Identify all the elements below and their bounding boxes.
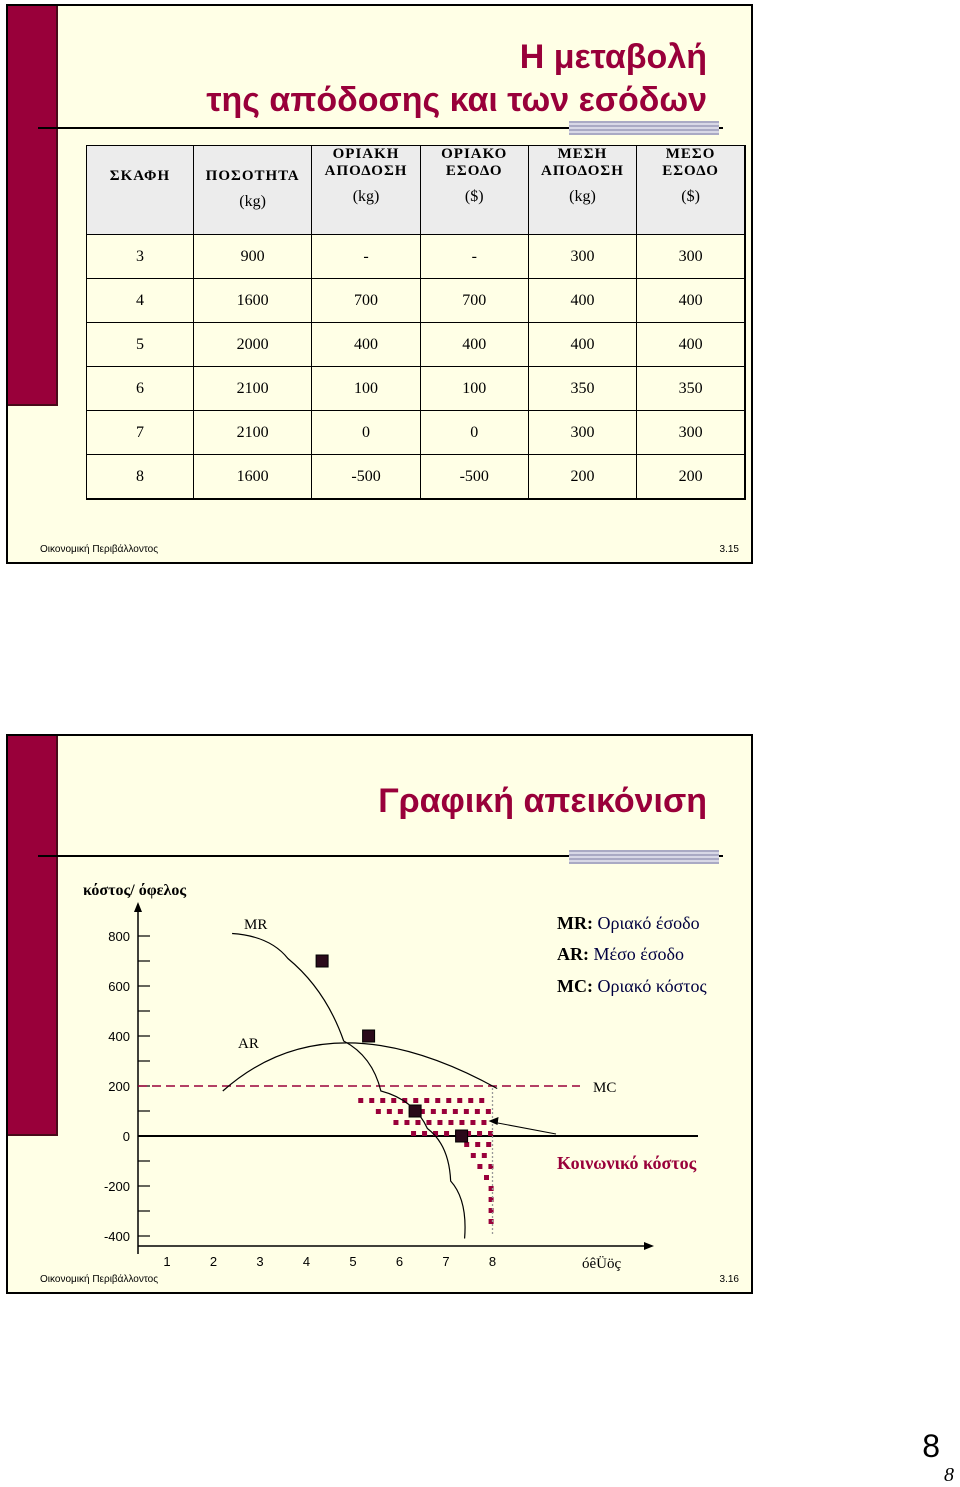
x-tick-label: 1 — [163, 1254, 171, 1269]
header-label: ΟΡΙΑΚΗ — [332, 146, 400, 162]
table-header-cell — [312, 146, 420, 235]
y-tick-label: -400 — [103, 1229, 130, 1244]
header-label: ΕΣΟΔΟ — [662, 163, 719, 179]
table-cell: 900 — [193, 235, 311, 279]
social-cost-dot — [457, 1098, 462, 1103]
x-tick-label: 7 — [442, 1254, 450, 1269]
table-cell: 200 — [528, 455, 636, 500]
social-cost-dot — [411, 1131, 416, 1136]
table-cell: 8 — [87, 455, 194, 500]
footer-slide-number: 3.16 — [719, 1274, 739, 1285]
page-number: 8 — [922, 1428, 940, 1464]
table-cell: 5 — [87, 323, 194, 367]
table-cell: - — [420, 235, 528, 279]
social-cost-dot — [486, 1142, 491, 1147]
legend-text: Μέσο έσοδο — [589, 944, 685, 964]
header-label: ΕΣΟΔΟ — [445, 163, 503, 179]
social-cost-dot — [391, 1098, 396, 1103]
social-cost-dot — [393, 1120, 398, 1125]
table-row — [87, 279, 746, 323]
social-cost-dot — [470, 1120, 475, 1125]
social-cost-dot — [464, 1142, 469, 1147]
title-line-2: της απόδοσης και των εσόδων — [206, 81, 707, 119]
legend-text: Οριακό κόστος — [592, 976, 707, 996]
social-cost-dot — [479, 1098, 484, 1103]
x-tick-label: 6 — [395, 1254, 404, 1269]
y-tick-label: 400 — [108, 1029, 130, 1044]
table-cell: 1600 — [193, 279, 311, 323]
social-cost-dot — [358, 1098, 363, 1103]
footer-course: Οικονομική Περιβάλλοντος — [40, 544, 159, 555]
social-cost-dot — [468, 1098, 473, 1103]
table-cell: 3 — [87, 235, 194, 279]
revenue-cost-chart — [8, 736, 751, 1292]
footer-slide-number: 3.15 — [719, 544, 739, 555]
legend-key: AR: — [557, 944, 589, 964]
title-line-1: Η μεταβολή — [519, 38, 707, 76]
table-cell: 300 — [528, 411, 636, 455]
legend-key: MR: — [557, 913, 593, 933]
mr-label: MR — [244, 917, 268, 933]
table-cell: -500 — [420, 455, 528, 500]
page-number-italic: 8 — [944, 1464, 954, 1486]
table-cell: 400 — [312, 323, 420, 367]
table-cell: 2100 — [193, 411, 311, 455]
social-cost-dot — [387, 1109, 392, 1114]
x-tick-label: 2 — [209, 1254, 218, 1269]
slide-sidebar — [8, 6, 58, 406]
x-axis-arrow — [644, 1242, 654, 1250]
table-cell: 200 — [637, 455, 745, 500]
footer-course: Οικονομική Περιβάλλοντος — [40, 1274, 159, 1285]
social-cost-dot — [413, 1098, 418, 1103]
data-marker — [456, 1130, 468, 1142]
slide-title: Γραφική απεικόνιση — [378, 782, 707, 820]
table-header-cell — [87, 146, 194, 235]
social-cost-dot — [486, 1109, 491, 1114]
social-cost-dot — [477, 1131, 482, 1136]
table-cell: 0 — [420, 411, 528, 455]
social-cost-dot — [453, 1109, 458, 1114]
x-tick-label: 8 — [488, 1254, 497, 1269]
social-cost-arrow-line — [493, 1122, 557, 1134]
table-cell: 100 — [312, 367, 420, 411]
table-cell: 100 — [420, 367, 528, 411]
ar-label: AR — [238, 1036, 259, 1052]
table-cell: 2000 — [193, 323, 311, 367]
header-label: ΣΚΑΦΗ — [109, 168, 171, 184]
header-label: ΠΟΣΟΤΗΤΑ — [205, 168, 300, 184]
table-cell: 400 — [637, 279, 745, 323]
social-cost-dot — [422, 1131, 427, 1136]
social-cost-dot — [446, 1098, 451, 1103]
table-cell: 2100 — [193, 367, 311, 411]
table-header-cell — [637, 146, 745, 235]
header-unit: ($) — [464, 188, 484, 205]
table-row — [87, 367, 746, 411]
slide-table — [6, 4, 753, 564]
table-cell: 400 — [528, 323, 636, 367]
slide-chart — [6, 734, 753, 1294]
social-cost-dot — [475, 1142, 480, 1147]
y-tick-label: 600 — [108, 979, 130, 994]
social-cost-dot — [369, 1098, 374, 1103]
y-tick-label: 800 — [108, 929, 130, 944]
social-cost-dot — [471, 1153, 476, 1158]
header-unit: (kg) — [569, 188, 596, 205]
social-cost-dot — [442, 1109, 447, 1114]
table-header-row — [87, 146, 746, 235]
social-cost-dot — [404, 1120, 409, 1125]
social-cost-dot — [444, 1131, 449, 1136]
table-cell: - — [312, 235, 420, 279]
social-cost-dot — [426, 1120, 431, 1125]
mc-label: MC — [593, 1080, 617, 1096]
header-label: ΑΠΟΔΟΣΗ — [324, 163, 408, 179]
y-tick-label: 200 — [108, 1079, 130, 1094]
slide-title — [206, 36, 707, 122]
table-header-cell — [528, 146, 636, 235]
social-cost-dot — [415, 1120, 420, 1125]
header-unit: (kg) — [239, 193, 266, 210]
header-unit: (kg) — [352, 188, 380, 205]
ar-curve — [223, 1043, 497, 1091]
social-cost-arrow-head — [489, 1117, 499, 1125]
social-cost-dot — [376, 1109, 381, 1114]
table-cell: 350 — [528, 367, 636, 411]
legend-key: MC: — [557, 976, 593, 996]
table-cell: 700 — [312, 279, 420, 323]
table-cell: 6 — [87, 367, 194, 411]
table-cell: 400 — [528, 279, 636, 323]
header-label: ΜΕΣΗ — [557, 146, 608, 162]
social-cost-dot — [475, 1109, 480, 1114]
social-cost-dot — [448, 1120, 453, 1125]
y-axis-label: κόστος/ όφελος — [83, 882, 187, 899]
table-cell: 300 — [637, 411, 745, 455]
table-header-cell — [193, 146, 311, 235]
y-tick-label: 0 — [122, 1129, 130, 1144]
social-cost-dot — [398, 1109, 403, 1114]
social-cost-dot — [435, 1098, 440, 1103]
social-cost-dot — [477, 1164, 482, 1169]
table-cell: 7 — [87, 411, 194, 455]
table-cell: 300 — [637, 235, 745, 279]
header-unit: ($) — [681, 188, 700, 205]
social-cost-dot — [482, 1153, 487, 1158]
social-cost-dot — [380, 1098, 385, 1103]
title-decoration — [569, 121, 719, 135]
header-label: ΑΠΟΔΟΣΗ — [541, 163, 624, 179]
yield-revenue-table — [86, 145, 746, 500]
table-row — [87, 411, 746, 455]
table-body — [87, 235, 746, 500]
table-cell: 4 — [87, 279, 194, 323]
table-header-cell — [420, 146, 528, 235]
table-row — [87, 323, 746, 367]
table-cell: 700 — [420, 279, 528, 323]
table-cell: -500 — [312, 455, 420, 500]
data-marker — [316, 955, 328, 967]
table-row — [87, 235, 746, 279]
social-cost-dot — [424, 1098, 429, 1103]
social-cost-dot — [459, 1120, 464, 1125]
social-cost-dot — [464, 1109, 469, 1114]
data-marker — [409, 1105, 421, 1117]
table-cell: 400 — [420, 323, 528, 367]
social-cost-dot — [481, 1120, 486, 1125]
table-cell: 1600 — [193, 455, 311, 500]
data-marker — [363, 1030, 375, 1042]
x-axis-label: óêÜöç — [582, 1256, 622, 1272]
social-cost-dot — [431, 1109, 436, 1114]
y-tick-label: -200 — [103, 1179, 130, 1194]
table-cell: 350 — [637, 367, 745, 411]
social-cost-dot — [484, 1175, 489, 1180]
table-cell: 0 — [312, 411, 420, 455]
legend-text: Οριακό έσοδο — [592, 913, 700, 933]
header-label: ΟΡΙΑΚΟ — [441, 146, 508, 162]
table-cell: 400 — [637, 323, 745, 367]
table-row — [87, 455, 746, 500]
y-axis-arrow — [134, 902, 142, 912]
x-tick-label: 5 — [349, 1254, 357, 1269]
header-label: ΜΕΣΟ — [665, 146, 716, 162]
x-tick-label: 4 — [302, 1254, 311, 1269]
x-tick-label: 3 — [256, 1254, 264, 1269]
social-cost-dot — [437, 1120, 442, 1125]
table-cell: 300 — [528, 235, 636, 279]
social-cost-label: Κοινωνικό κόστος — [557, 1153, 697, 1173]
